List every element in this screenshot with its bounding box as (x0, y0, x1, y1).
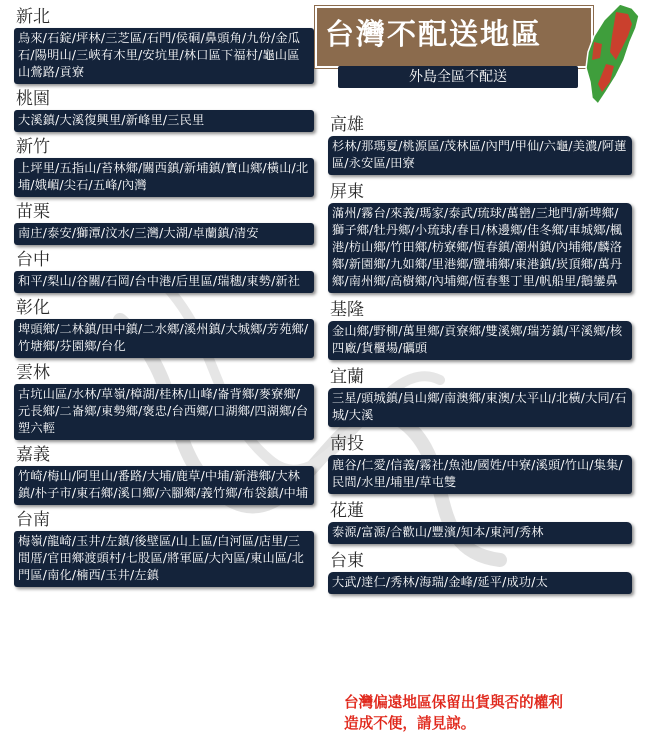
region-areas: 埤頭鄉/二林鎮/田中鎮/二水鄉/溪州鎮/大城鄉/芳苑鄉/竹塘鄉/芬園鄉/台化 (14, 319, 314, 358)
region-areas: 竹崎/梅山/阿里山/番路/大埔/鹿草/中埔/新港鄉/大林鎮/朴子市/東石鄉/溪口鄉/六腳鄉/義竹鄉/布袋鎮/中埔 (14, 466, 314, 505)
region-name: 彰化 (16, 298, 50, 318)
region-section (14, 509, 314, 587)
subtitle-bar: 外島全區不配送 (338, 66, 578, 88)
region-section (14, 362, 314, 440)
region-section (14, 136, 314, 197)
region-section (14, 201, 314, 245)
region-areas: 鹿谷/仁愛/信義/霧社/魚池/國姓/中寮/溪頭/竹山/集集/民間/水里/埔里/草屯雙 (328, 455, 632, 494)
region-section (328, 114, 632, 175)
region-section (328, 500, 632, 544)
region-areas: 古坑山區/水林/草嶺/樟湖/桂林/山峰/崙背鄉/麥寮鄉/元長鄉/二崙鄉/東勢鄉/褒忠/台西鄉/口湖鄉/四湖鄉/台塑六輕 (14, 384, 314, 440)
region-section (14, 249, 314, 293)
region-name: 高雄 (330, 115, 364, 135)
region-name: 台中 (16, 250, 50, 270)
region-name: 基隆 (330, 300, 364, 320)
region-name: 屏東 (330, 182, 364, 202)
right-column (328, 114, 632, 600)
region-name: 新北 (16, 7, 50, 27)
taiwan-map-icon (576, 2, 642, 106)
region-name: 新竹 (16, 137, 50, 157)
region-section (328, 366, 632, 427)
region-areas: 三星/頭城鎮/員山鄉/南澳鄉/東澳/太平山/北橫/大同/石城/大溪 (328, 388, 632, 427)
notice-text (344, 692, 634, 734)
region-areas: 泰源/富源/合歡山/豐濱/知本/東河/秀林 (328, 522, 632, 544)
region-areas: 大武/達仁/秀林/海瑞/金峰/延平/成功/太 (328, 572, 632, 594)
region-name: 宜蘭 (330, 367, 364, 387)
region-name: 嘉義 (16, 445, 50, 465)
region-areas: 滿州/霧台/來義/瑪家/泰武/琉球/萬巒/三地門/新埤鄉/獅子鄉/牡丹鄉/小琉球/春日/林邊鄉/佳冬鄉/車城鄉/楓港/枋山鄉/竹田鄉/枋寮鄉/恆春鎮/潮州鎮/內埔鄉/麟洛鄉/新園鄉/九如鄉/里港鄉/鹽埔鄉/東港鎮/崁頂鄉/萬丹鄉/南州鄉/高樹鄉/內埔鄉/恆春墾丁里/帆船里/鵝鑾鼻 (328, 203, 632, 293)
region-section (14, 6, 314, 84)
region-name: 苗栗 (16, 202, 50, 222)
region-areas: 和平/梨山/谷關/石岡/台中港/后里區/瑞穗/東勢/新社 (14, 271, 314, 293)
region-name: 花蓮 (330, 501, 364, 521)
region-name: 南投 (330, 434, 364, 454)
region-areas: 南庄/泰安/獅潭/汶水/三灣/大湖/卓蘭鎮/清安 (14, 223, 314, 245)
region-name: 台東 (330, 551, 364, 571)
region-section (14, 88, 314, 132)
region-section (14, 297, 314, 358)
region-section (328, 299, 632, 360)
region-areas: 杉林/那瑪夏/桃源區/茂林區/內門/甲仙/六龜/美濃/阿蓮區/永安區/田寮 (328, 136, 632, 175)
region-areas: 金山鄉/野柳/萬里鄉/貢寮鄉/雙溪鄉/瑞芳鎮/平溪鄉/核四廠/貨櫃場/礪頭 (328, 321, 632, 360)
notice-line-1: 台灣偏遠地區保留出貨與否的權利 (344, 694, 563, 711)
region-section (328, 433, 632, 494)
page-title: 台灣不配送地區 (325, 17, 543, 51)
region-section (328, 181, 632, 293)
region-areas: 烏來/石錠/坪林/三芝區/石門/侯硐/鼻頭角/九份/金瓜石/陽明山/三峽有木里/安坑里/林口區下福村/龜山區山鶯路/貢寮 (14, 28, 314, 84)
region-name: 雲林 (16, 363, 50, 383)
region-section (328, 550, 632, 594)
region-section (14, 444, 314, 505)
region-areas: 上坪里/五指山/苔林鄉/關西鎮/新埔鎮/寶山鄉/橫山/北埔/娥嵋/尖石/五峰/內灣 (14, 158, 314, 197)
region-areas: 梅嶺/龍崎/玉井/左鎮/後壁區/山上區/白河區/店里/三間厝/官田鄉渡頭村/七股區/將軍區/大內區/東山區/北門區/南化/楠西/玉井/左鎮 (14, 531, 314, 587)
notice-line-2: 造成不便，請見諒。 (344, 715, 476, 732)
left-column (14, 6, 314, 591)
region-name: 桃園 (16, 89, 50, 109)
region-name: 台南 (16, 510, 50, 530)
region-areas: 大溪鎮/大溪復興里/新峰里/三民里 (14, 110, 314, 132)
